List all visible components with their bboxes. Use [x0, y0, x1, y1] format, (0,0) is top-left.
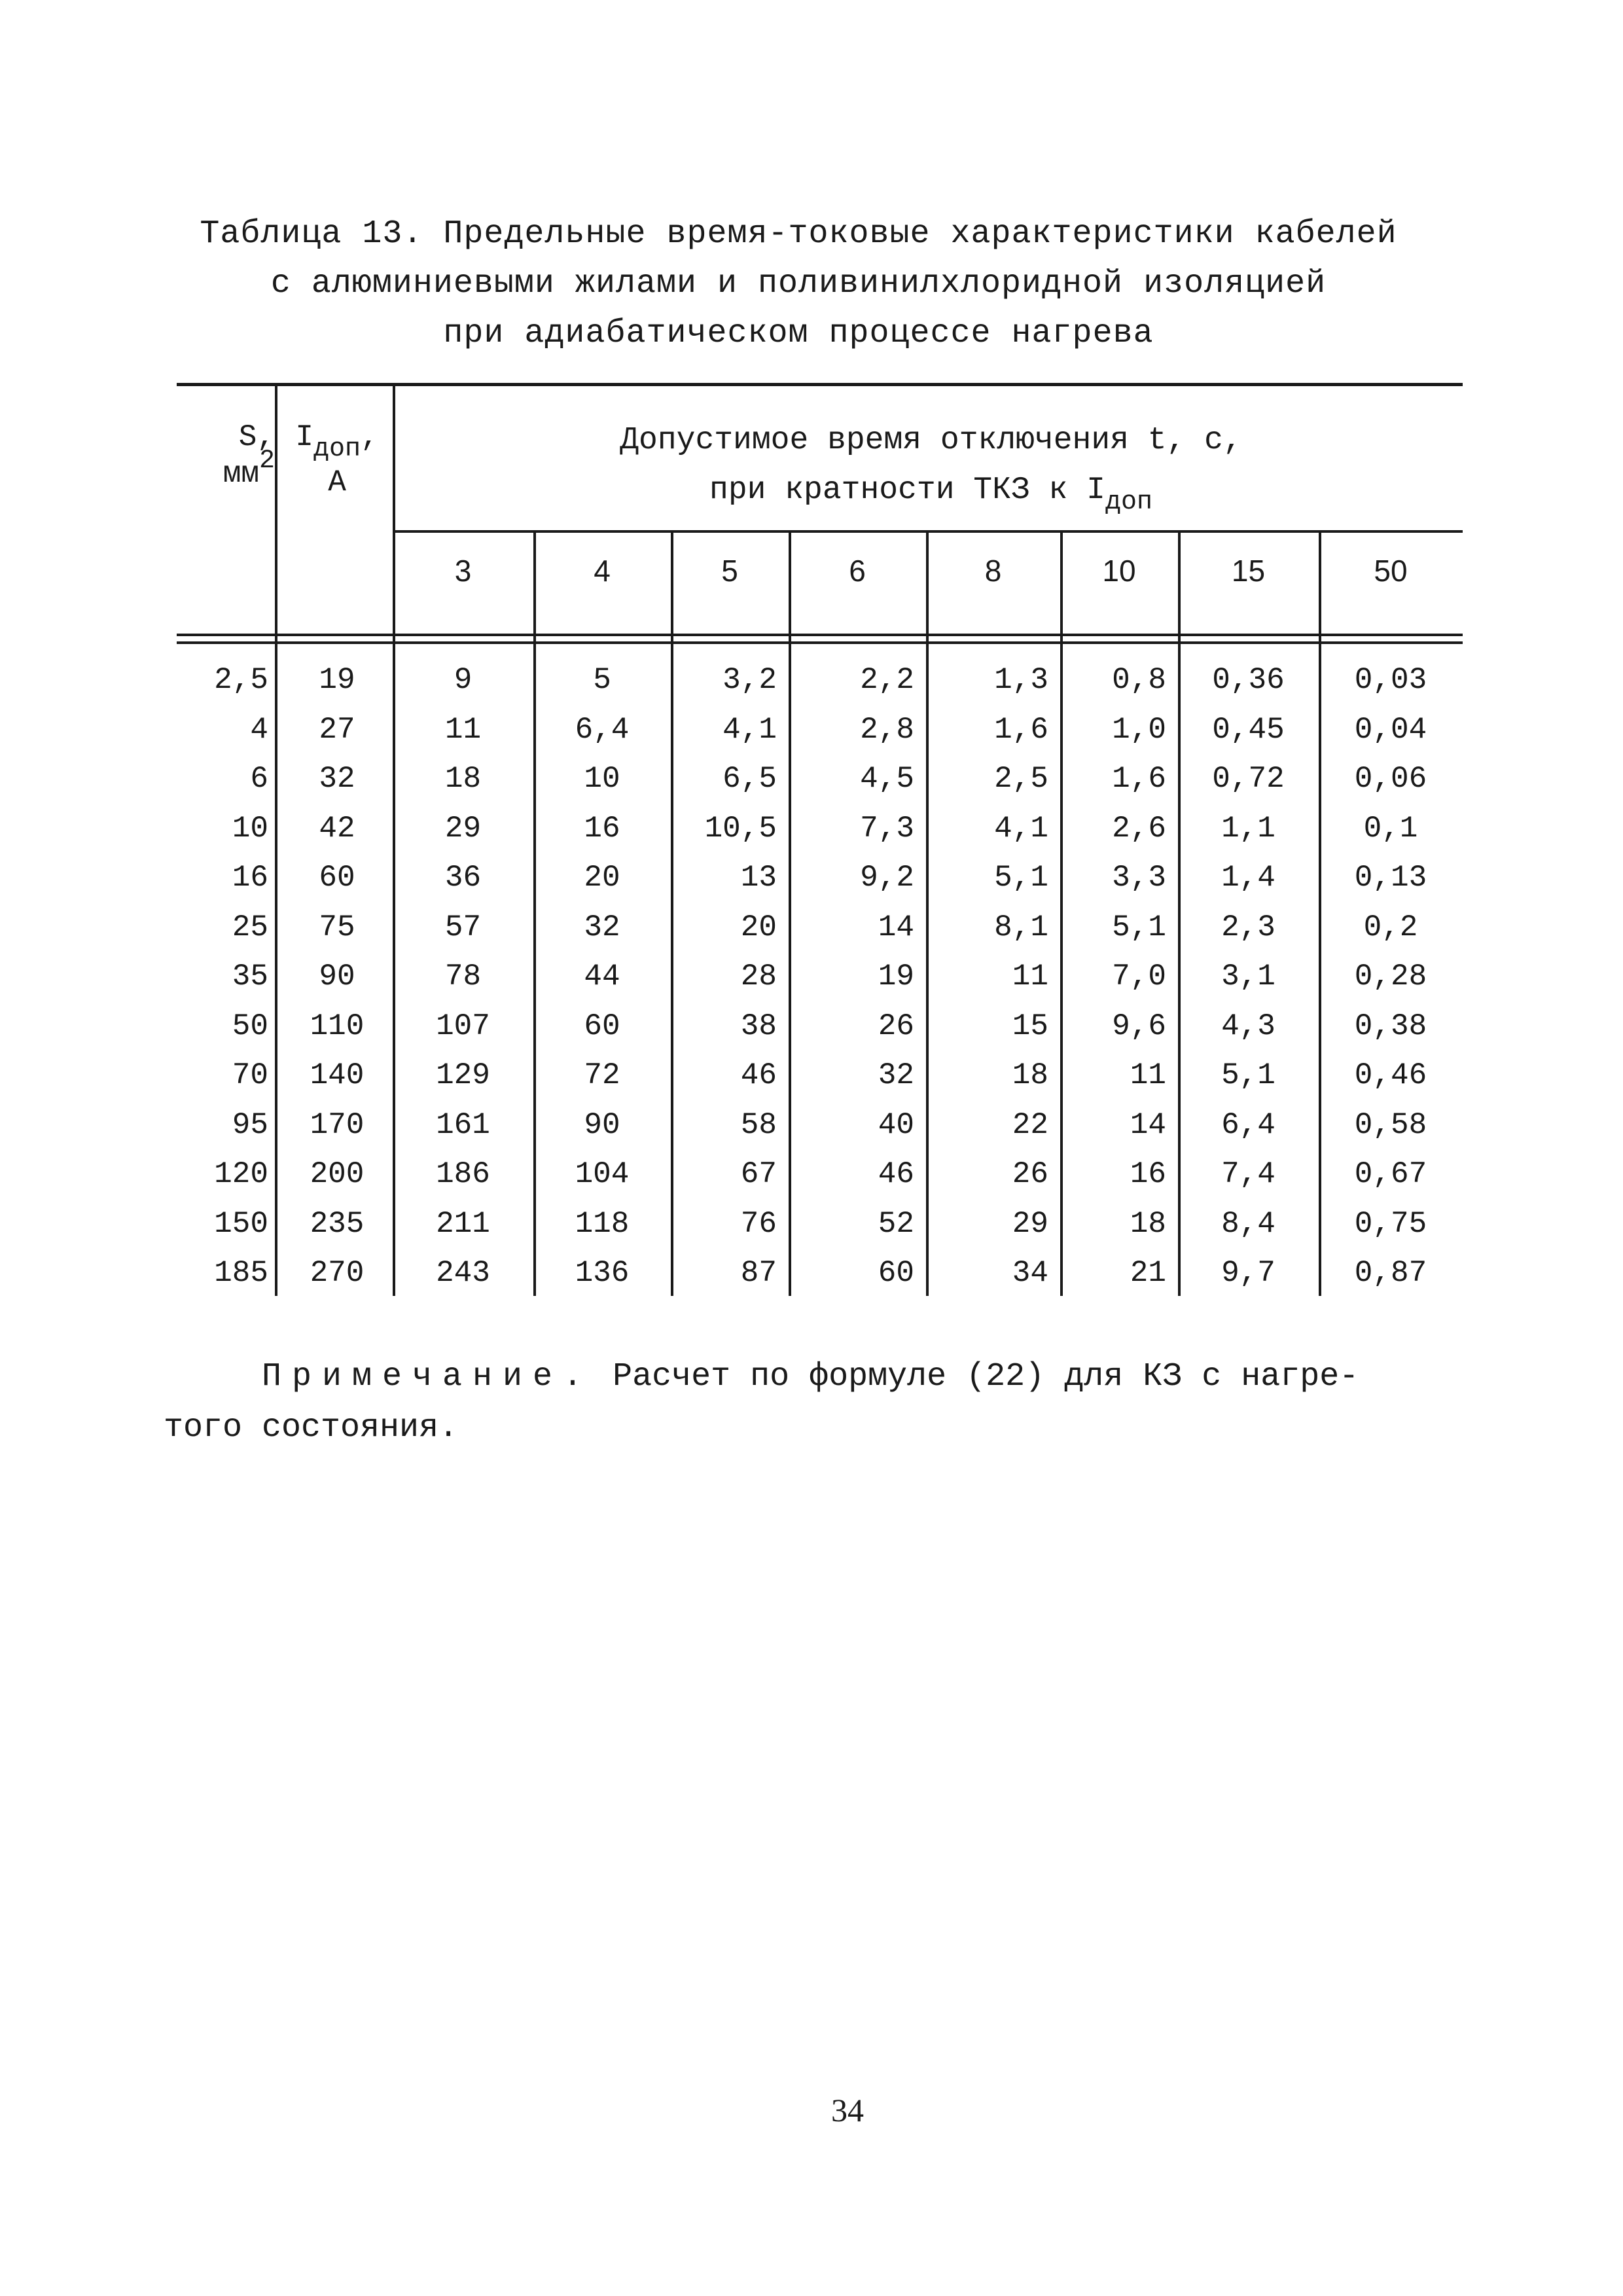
cell-time: 29 [1012, 1206, 1048, 1241]
cell-time: 2,6 [1112, 811, 1166, 846]
cell-time: 11 [1012, 960, 1048, 994]
cell-time: 104 [575, 1157, 630, 1191]
cell-cross-section: 50 [232, 1009, 268, 1043]
multiple-header-2: 4 [594, 554, 611, 588]
multiple-col-divider-2 [671, 533, 673, 1296]
table-row [177, 806, 1463, 856]
cell-time: 0,8 [1112, 663, 1166, 697]
cell-time: 1,4 [1221, 861, 1275, 895]
cell-time: 0,67 [1354, 1157, 1427, 1191]
header-double-rule-top [177, 634, 1463, 636]
cell-time: 107 [436, 1009, 490, 1043]
cell-current: 27 [319, 712, 355, 747]
table-row [177, 1251, 1463, 1300]
cell-time: 90 [584, 1107, 620, 1142]
cell-time: 0,36 [1212, 663, 1285, 697]
cell-time: 11 [1130, 1058, 1166, 1092]
header-s-label: S, [238, 420, 275, 454]
cell-time: 0,87 [1354, 1256, 1427, 1290]
cell-cross-section: 70 [232, 1058, 268, 1092]
cell-time: 0,04 [1354, 712, 1427, 747]
cell-time: 7,3 [860, 811, 914, 846]
cell-time: 211 [436, 1206, 490, 1241]
cell-time: 2,2 [860, 663, 914, 697]
multiple-header-3: 5 [721, 554, 738, 588]
cell-time: 28 [740, 960, 777, 994]
cell-time: 0,46 [1354, 1058, 1427, 1092]
multiple-col-divider-1 [533, 533, 536, 1296]
cell-time: 9,7 [1221, 1256, 1275, 1290]
header-double-rule-bottom [177, 641, 1463, 644]
table-row [177, 1004, 1463, 1054]
note-line-1 [164, 1352, 1463, 1403]
cell-time: 16 [1130, 1157, 1166, 1191]
cell-cross-section: 185 [214, 1256, 268, 1290]
cell-time: 38 [740, 1009, 777, 1043]
cell-time: 13 [740, 861, 777, 895]
cell-current: 170 [310, 1107, 365, 1142]
note-block [164, 1352, 1463, 1454]
header-i-suffix: , [361, 420, 379, 454]
cell-time: 3,3 [1112, 861, 1166, 895]
cell-time: 76 [740, 1206, 777, 1241]
cell-cross-section: 150 [214, 1206, 268, 1241]
cell-current: 270 [310, 1256, 365, 1290]
cell-current: 110 [310, 1009, 365, 1043]
multiple-col-divider-4 [926, 533, 929, 1296]
multiple-header-8: 50 [1374, 554, 1408, 588]
cell-time: 1,6 [1112, 762, 1166, 796]
cell-time: 4,3 [1221, 1009, 1275, 1043]
cell-current: 60 [319, 861, 355, 895]
multiple-col-divider-7 [1319, 533, 1321, 1296]
table-row [177, 954, 1463, 1004]
cell-cross-section: 2,5 [214, 663, 268, 697]
cell-time: 46 [740, 1058, 777, 1092]
cell-time: 0,03 [1354, 663, 1427, 697]
cell-cross-section: 16 [232, 861, 268, 895]
cell-current: 42 [319, 811, 355, 846]
cell-time: 26 [1012, 1157, 1048, 1191]
cell-time: 4,5 [860, 762, 914, 796]
cell-time: 40 [878, 1107, 914, 1142]
cell-current: 32 [319, 762, 355, 796]
cell-time: 20 [584, 861, 620, 895]
header-i-unit: A [328, 465, 346, 499]
cell-time: 20 [740, 910, 777, 944]
cell-time: 18 [1012, 1058, 1048, 1092]
cell-time: 136 [575, 1256, 630, 1290]
page-number: 34 [831, 2092, 864, 2128]
cell-time: 5,1 [1112, 910, 1166, 944]
cell-time: 9 [454, 663, 473, 697]
cell-time: 2,8 [860, 712, 914, 747]
table-title [131, 209, 1466, 359]
table-row [177, 1103, 1463, 1153]
cell-time: 2,3 [1221, 910, 1275, 944]
table-row [177, 855, 1463, 905]
header-i-base: I [295, 420, 313, 454]
cell-time: 1,1 [1221, 811, 1275, 846]
cell-time: 87 [740, 1256, 777, 1290]
header-s-unit-sup: 2 [259, 446, 275, 476]
header-i-label [281, 419, 393, 464]
cell-time: 57 [444, 910, 482, 944]
cell-time: 5 [593, 663, 611, 697]
cell-time: 0,72 [1212, 762, 1285, 796]
note-heading: Примечание. [262, 1358, 594, 1395]
cell-time: 5,1 [1221, 1058, 1275, 1092]
cell-time: 52 [878, 1206, 914, 1241]
cell-time: 14 [878, 910, 914, 944]
header-allowed-time-base: при кратности ТКЗ к I [709, 473, 1105, 508]
cell-time: 29 [444, 811, 482, 846]
cell-time: 0,75 [1354, 1206, 1427, 1241]
cell-time: 16 [584, 811, 620, 846]
cell-time: 6,4 [1221, 1107, 1275, 1142]
cell-time: 8,1 [994, 910, 1048, 944]
cell-cross-section: 6 [250, 762, 268, 796]
cell-time: 15 [1012, 1009, 1048, 1043]
cell-time: 4,1 [994, 811, 1048, 846]
cell-cross-section: 35 [232, 960, 268, 994]
header-current [281, 419, 393, 501]
cell-time: 18 [444, 762, 482, 796]
cell-time: 243 [436, 1256, 490, 1290]
cell-time: 186 [436, 1157, 490, 1191]
table-title-line-1: Таблица 13. Предельные время-токовые характеристики кабелей [200, 215, 1397, 253]
cell-time: 46 [878, 1157, 914, 1191]
multiple-col-divider-6 [1178, 533, 1181, 1296]
cell-time: 7,4 [1221, 1157, 1275, 1191]
note-text-2: того состояния. [164, 1409, 459, 1446]
cell-time: 67 [740, 1157, 777, 1191]
cell-time: 44 [584, 960, 620, 994]
cell-time: 0,28 [1354, 960, 1427, 994]
multiple-header-5: 8 [984, 554, 1002, 588]
cell-time: 1,0 [1112, 712, 1166, 747]
table-row [177, 905, 1463, 955]
cell-time: 10,5 [704, 811, 777, 846]
header-i-sub: доп [313, 435, 361, 464]
cell-time: 11 [444, 712, 482, 747]
cell-time: 14 [1130, 1107, 1166, 1142]
cell-time: 4,1 [722, 712, 777, 747]
multiple-header-1: 3 [454, 554, 472, 588]
cell-time: 9,6 [1112, 1009, 1166, 1043]
cell-time: 18 [1130, 1206, 1166, 1241]
header-allowed-time-sub: доп [1105, 488, 1152, 517]
cell-cross-section: 120 [214, 1157, 268, 1191]
table-title-line-3: при адиабатическом процессе нагрева [443, 315, 1154, 352]
header-allowed-time-line-2 [399, 465, 1463, 517]
cell-cross-section: 95 [232, 1107, 268, 1142]
cell-time: 8,4 [1221, 1206, 1275, 1241]
cell-time: 6,5 [722, 762, 777, 796]
table-row [177, 1053, 1463, 1103]
cell-time: 0,06 [1354, 762, 1427, 796]
cell-current: 200 [310, 1157, 365, 1191]
cell-time: 34 [1012, 1256, 1048, 1290]
cell-current: 235 [310, 1206, 365, 1241]
cell-current: 90 [319, 960, 355, 994]
table-row [177, 658, 1463, 708]
cell-time: 129 [436, 1058, 490, 1092]
cell-time: 3,2 [722, 663, 777, 697]
cell-time: 19 [878, 960, 914, 994]
cell-current: 75 [319, 910, 355, 944]
cell-time: 1,3 [994, 663, 1048, 697]
cell-time: 0,45 [1212, 712, 1285, 747]
cell-time: 21 [1130, 1256, 1166, 1290]
cell-time: 5,1 [994, 861, 1048, 895]
cell-time: 26 [878, 1009, 914, 1043]
note-text-1: Расчет по формуле (22) для КЗ с нагре- [613, 1358, 1359, 1395]
cell-time: 36 [444, 861, 482, 895]
table-row [177, 708, 1463, 757]
cell-time: 0,38 [1354, 1009, 1427, 1043]
cell-time: 9,2 [860, 861, 914, 895]
multiple-col-divider-5 [1060, 533, 1063, 1296]
cell-time: 0,13 [1354, 861, 1427, 895]
table-title-line-2: с алюминиевыми жилами и поливинилхлоридной изоляцией [270, 265, 1327, 302]
header-s-unit-base: мм [223, 457, 259, 491]
cell-time: 22 [1012, 1107, 1048, 1142]
cell-time: 3,1 [1221, 960, 1275, 994]
cell-cross-section: 10 [232, 811, 268, 846]
multiple-col-divider-3 [789, 533, 791, 1296]
multiple-header-6: 10 [1102, 554, 1136, 588]
cell-time: 0,1 [1363, 811, 1418, 846]
header-cross-section [177, 419, 275, 494]
cell-time: 1,6 [994, 712, 1048, 747]
table-row [177, 757, 1463, 806]
cell-time: 78 [444, 960, 482, 994]
cell-time: 6,4 [575, 712, 630, 747]
header-allowed-time-line-1: Допустимое время отключения t, с, [620, 423, 1242, 458]
table-row [177, 1152, 1463, 1202]
table-top-rule [177, 383, 1463, 386]
cell-time: 32 [584, 910, 620, 944]
cell-time: 0,2 [1363, 910, 1418, 944]
cell-time: 58 [740, 1107, 777, 1142]
cell-cross-section: 25 [232, 910, 268, 944]
table-row [177, 1202, 1463, 1251]
data-table [177, 383, 1463, 1299]
cell-time: 161 [436, 1107, 490, 1142]
cell-time: 32 [878, 1058, 914, 1092]
multiple-header-4: 6 [849, 554, 866, 588]
cell-time: 7,0 [1112, 960, 1166, 994]
cell-time: 2,5 [994, 762, 1048, 796]
cell-cross-section: 4 [250, 712, 268, 747]
cell-time: 72 [584, 1058, 620, 1092]
cell-time: 10 [584, 762, 620, 796]
cell-time: 60 [584, 1009, 620, 1043]
cell-current: 19 [319, 663, 355, 697]
cell-time: 118 [575, 1206, 630, 1241]
cell-current: 140 [310, 1058, 365, 1092]
header-allowed-time [399, 416, 1463, 517]
cell-time: 60 [878, 1256, 914, 1290]
multiple-header-7: 15 [1231, 554, 1266, 588]
cell-time: 0,58 [1354, 1107, 1427, 1142]
header-s-unit [177, 446, 275, 494]
